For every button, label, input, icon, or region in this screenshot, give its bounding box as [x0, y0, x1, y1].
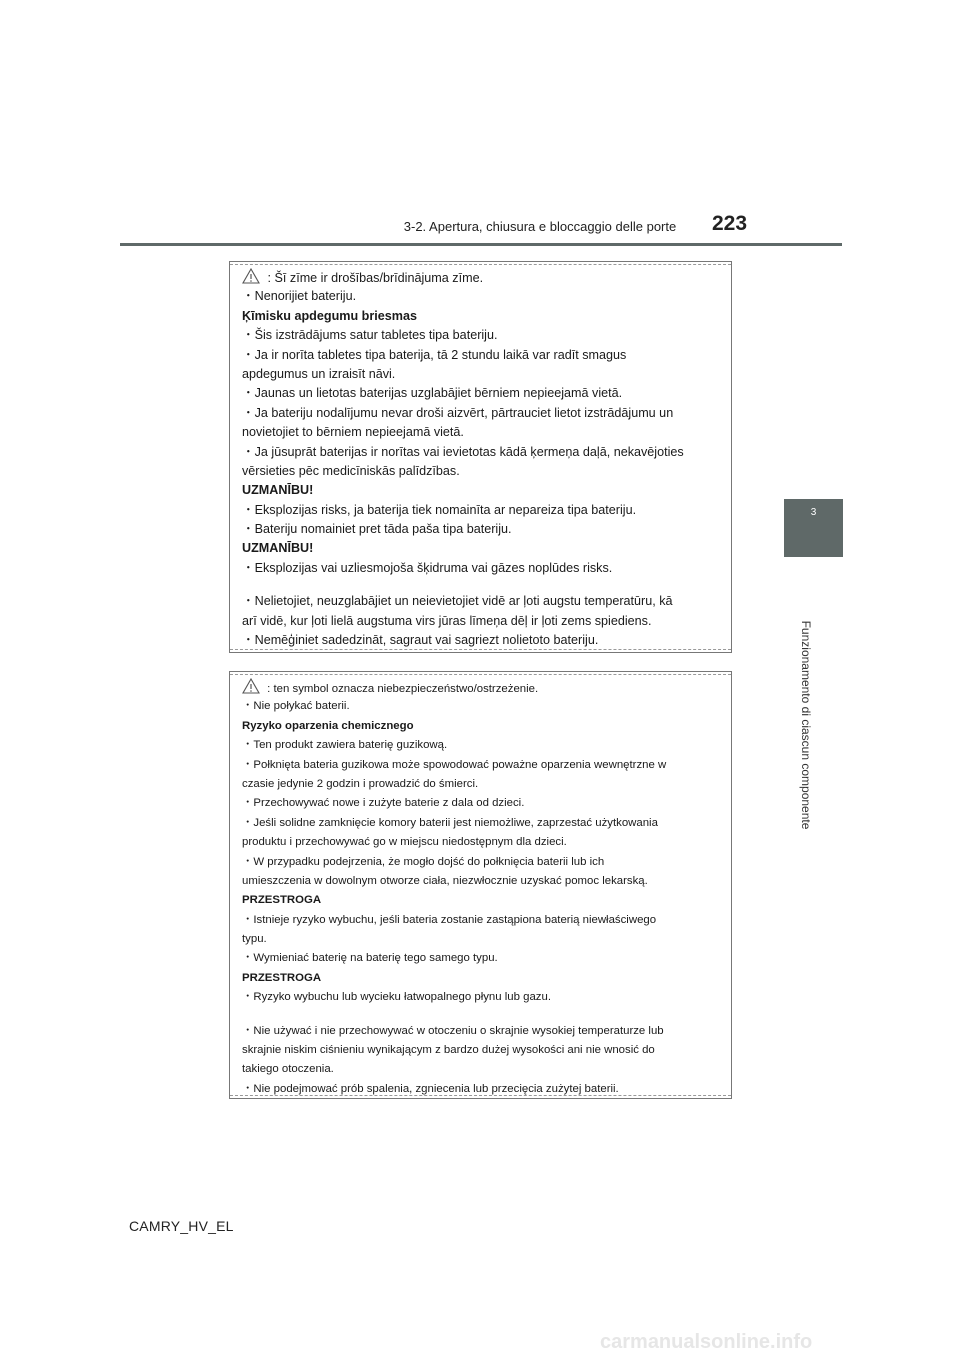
caution-heading: UZMANĪBU!: [242, 483, 314, 498]
list-item: ・Połknięta bateria guzikowa może spowodować poważne oparzenia wewnętrzne w: [242, 758, 667, 771]
list-item: produktu i przechowywać go w miejscu niedostępnym dla dzieci.: [242, 836, 567, 849]
list-item: apdegumus un izraisīt nāvi.: [242, 366, 396, 381]
box-bottom-rule: [230, 649, 731, 650]
warning-triangle-icon: [242, 678, 260, 694]
list-item: ・Ja jūsuprāt baterijas ir norītas vai ievietotas kādā ķermeņa daļā, nekavējoties: [242, 444, 684, 459]
warning-triangle-icon: [242, 268, 260, 284]
warning-box-latvian: [229, 261, 732, 653]
list-item: czasie jedynie 2 godzin i prowadzić do śmierci.: [242, 777, 479, 790]
list-item: ・Ja bateriju nodalījumu nevar droši aizvērt, pārtrauciet lietot izstrādājumu un: [242, 405, 674, 420]
list-item: ・Ryzyko wybuchu lub wycieku łatwopalnego płynu lub gazu.: [242, 991, 551, 1004]
spacer: [242, 1008, 723, 1022]
warning-symbol-line: [242, 268, 723, 287]
caution-heading: UZMANĪBU!: [242, 541, 314, 556]
list-item: ・Wymieniać baterię na baterię tego samego typu.: [242, 952, 498, 965]
list-item: ・Jeśli solidne zamknięcie komory baterii jest niemożliwe, zaprzestać użytkowania: [242, 816, 658, 829]
document-code: CAMRY_HV_EL: [129, 1218, 234, 1234]
caution-heading: PRZESTROGA: [242, 894, 322, 907]
list-item: vērsieties pēc medicīniskās palīdzības.: [242, 463, 460, 478]
list-item: ・Przechowywać nowe i zużyte baterie z dala od dzieci.: [242, 797, 525, 810]
header-rule: [120, 243, 842, 246]
list-item: umieszczenia w dowolnym otworze ciała, niezwłocznie uzyskać pomoc lekarską.: [242, 874, 648, 887]
caution-heading: PRZESTROGA: [242, 971, 322, 984]
box-bottom-rule: [230, 1095, 731, 1096]
list-item: ・Šis izstrādājums satur tabletes tipa bateriju.: [242, 328, 498, 343]
warning-symbol-text: : Šī zīme ir drošības/brīdinājuma zīme.: [264, 271, 484, 285]
page-number: 223: [712, 212, 748, 235]
list-item: ・Eksplozijas risks, ja baterija tiek nomainīta ar nepareiza tipa bateriju.: [242, 502, 637, 517]
section-heading: Ryzyko oparzenia chemicznego: [242, 719, 414, 732]
chapter-tab: [784, 499, 843, 557]
watermark: carmanualsonline.info: [600, 1331, 813, 1353]
list-item: ・Istnieje ryzyko wybuchu, jeśli bateria zostanie zastąpiona baterią niewłaściwego: [242, 913, 657, 926]
spacer: [242, 578, 723, 592]
section-title: 3-2. Apertura, chiusura e bloccaggio delle porte: [403, 219, 677, 234]
list-item: ・Nemēģiniet sadedzināt, sagraut vai sagriezt nolietoto bateriju.: [242, 633, 599, 648]
list-item: typu.: [242, 933, 267, 946]
list-item: ・Nie połykać baterii.: [242, 700, 350, 713]
list-item: ・W przypadku podejrzenia, że mogło dojść do połknięcia baterii lub ich: [242, 855, 605, 868]
list-item: ・Ten produkt zawiera baterię guzikową.: [242, 739, 448, 752]
warning-box-polish: [229, 671, 732, 1099]
chapter-number: 3: [810, 507, 817, 518]
list-item: ・Eksplozijas vai uzliesmojoša šķidruma vai gāzes noplūdes risks.: [242, 560, 613, 575]
list-item: ・Bateriju nomainiet pret tāda paša tipa bateriju.: [242, 522, 512, 537]
list-item: skrajnie niskim ciśnieniu wynikającym z bardzo dużej wysokości ani nie wnosić do: [242, 1044, 655, 1057]
warning-symbol-line: [242, 678, 723, 697]
chapter-title: Funzionamento di ciascun componente: [799, 620, 813, 830]
list-item: takiego otoczenia.: [242, 1063, 334, 1076]
box-content: [242, 268, 723, 650]
warning-symbol-text: : ten symbol oznacza niebezpieczeństwo/ostrzeżenie.: [264, 683, 539, 695]
list-item: novietojiet to bērniem nepieejamā vietā.: [242, 425, 464, 440]
list-item: arī vidē, kur ļoti lielā augstuma virs jūras līmeņa dēļ ir ļoti zems spiediens.: [242, 613, 652, 628]
box-content: [242, 678, 723, 1099]
list-item: ・Ja ir norīta tabletes tipa baterija, tā 2 stundu laikā var radīt smagus: [242, 347, 627, 362]
box-top-rule: [230, 264, 731, 265]
list-item: ・Nelietojiet, neuzglabājiet un neievietojiet vidē ar ļoti augstu temperatūru, kā: [242, 594, 673, 609]
list-item: ・Jaunas un lietotas baterijas uzglabājiet bērniem nepieejamā vietā.: [242, 386, 623, 401]
list-item: ・Nie używać i nie przechowywać w otoczeniu o skrajnie wysokiej temperaturze lub: [242, 1024, 664, 1037]
box-top-rule: [230, 674, 731, 675]
list-item: ・Nenorijiet bateriju.: [242, 289, 357, 304]
list-item: ・Nie podejmować prób spalenia, zgniecenia lub przecięcia zużytej baterii.: [242, 1082, 619, 1095]
section-heading: Ķīmisku apdegumu briesmas: [242, 308, 417, 323]
